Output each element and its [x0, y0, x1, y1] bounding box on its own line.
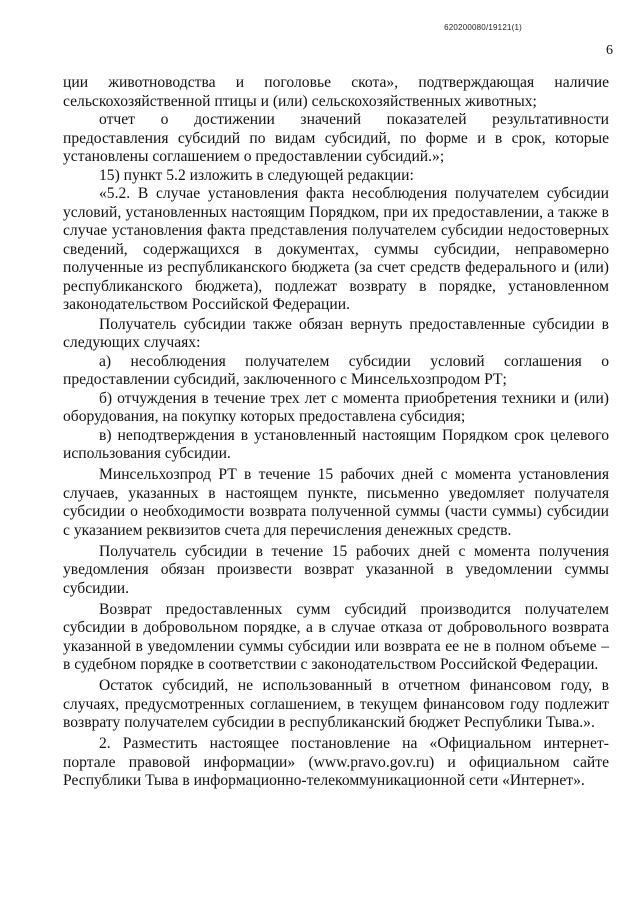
paragraph-notification: Минсельхозпрод РТ в течение 15 рабочих дней с момента установления случаев, указанных в настоящем пункте, письменно уведомляет получателя субсидии о необходимости возврата полученной суммы (части суммы) субсидии с указанием реквизитов счета для перечисления денежных средств.: [63, 466, 609, 539]
paragraph-report-clause: отчет о достижении значений показателей результативности предоставления субсидий по видам субсидий, по форме и в срок, которые установлены соглашением о предоставлении субсидий.»;: [63, 111, 609, 165]
paragraph-publication: 2. Разместить настоящее постановление на «Официальном интернет-портале правовой информации» (www.pravo.gov.ru) и официальном сайте Республики Тыва в информационно-телекоммуникационной сети «Интернет».: [63, 735, 609, 789]
paragraph-item-15: 15) пункт 5.2 изложить в следующей редакции:: [99, 166, 414, 184]
paragraph-voluntary-return: Возврат предоставленных сумм субсидий производится получателем субсидии в добровольном порядке, а в случае отказа от добровольного возврата указанной в уведомлении суммы субсидии или возврата ее не в полном объеме – в судебном порядке в соответствии с законодательством Российской Федерации.: [63, 600, 609, 673]
paragraph-case-v: в) неподтверждения в установленный настоящим Порядком срок целевого использования субсидии.: [63, 426, 609, 462]
paragraph-return-cases-intro: Получатель субсидии также обязан вернуть предоставленные субсидии в следующих случаях:: [63, 315, 609, 351]
paragraph-clause-5-2: «5.2. В случае установления факта несоблюдения получателем субсидии условий, установленных настоящим Порядком, при их предоставлении, а также в случае установления факта представления получателем субсидии недостоверных сведений, содержащихся в документах, суммы субсидии, неправомерно полученные из республиканского бюджета (за счет средств федерального и (или) республиканского бюджета), подлежат возврату в порядке, установленном законодательством Российской Федерации.: [63, 185, 609, 313]
page-number: 6: [606, 43, 613, 58]
paragraph-return-deadline: Получатель субсидии в течение 15 рабочих дней с момента получения уведомления обязан произвести возврат указанной в уведомлении суммы субсидии.: [63, 542, 609, 597]
document-code: 620200080/19121(1): [444, 23, 522, 32]
paragraph-remaining-balance: Остаток субсидий, не использованный в отчетном финансовом году, в случаях, предусмотренных соглашением, в текущем финансовом году подлежит возврату получателем субсидии в республиканский бюджет Республики Тыва.».: [63, 677, 609, 731]
paragraph-case-a: а) несоблюдения получателем субсидии условий соглашения о предоставлении субсидий, заключенного с Минсельхозпродом РТ;: [63, 352, 609, 388]
paragraph-continuation: ции животноводства и поголовье скота», подтверждающая наличие сельскохозяйственной птицы и (или) сельскохозяйственных животных;: [63, 74, 609, 110]
paragraph-case-b: б) отчуждения в течение трех лет с момента приобретения техники и (или) оборудования, на покупку которых предоставлена субсидия;: [63, 389, 609, 425]
document-body: [63, 74, 609, 791]
